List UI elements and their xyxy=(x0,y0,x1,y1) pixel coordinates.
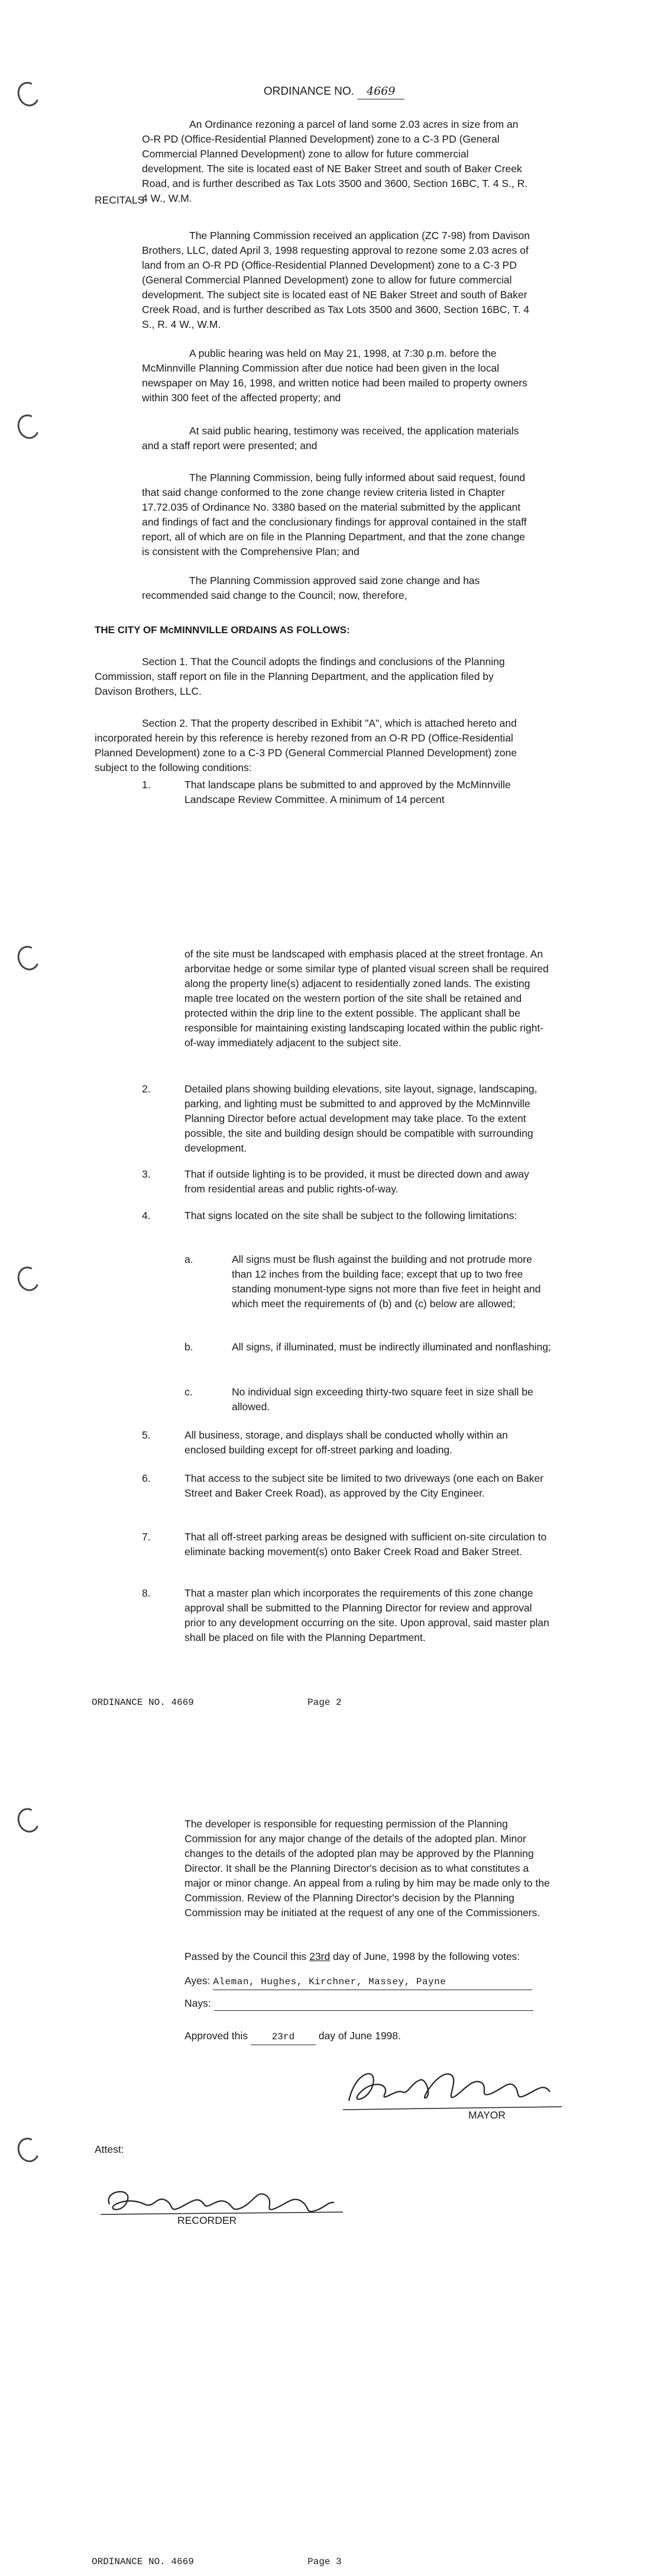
approved-day: 23rd xyxy=(251,2030,316,2045)
condition-6: That access to the subject site be limited to two driveways (one each on Baker Street and Baker Creek Road), as approved by the City Engineer. xyxy=(185,1472,543,1499)
condition-7-number: 7. xyxy=(142,1531,151,1543)
mayor-label: MAYOR xyxy=(468,2109,506,2121)
condition-4b: All signs, if illuminated, must be indirectly illuminated and nonflashing; xyxy=(232,1341,551,1353)
condition-4c-letter: c. xyxy=(185,1386,193,1398)
approved-suffix: day of June 1998. xyxy=(315,2030,401,2042)
recital-2: A public hearing was held on May 21, 1998, at 7:30 p.m. before the McMinnville Planning Commission after due notice had been given in the local newspaper on May 16, 1998, and written notice had been mailed to property owners within 300 feet of the affected property; and xyxy=(142,347,527,404)
ordains-heading: THE CITY OF McMINNVILLE ORDAINS AS FOLLOWS: xyxy=(95,624,350,636)
punch-hole-2 xyxy=(14,411,43,442)
condition-5: All business, storage, and displays shall be conducted wholly within an enclosed building except for off-street parking and loading. xyxy=(185,1429,508,1456)
punch-hole-4 xyxy=(14,1263,43,1294)
recitals-heading: RECITALS xyxy=(95,194,145,206)
condition-1-part2: of the site must be landscaped with emphasis placed at the street frontage. An arborvitae hedge or some similar type of planted visual screen shall be required along the property line(s) adjacent to residentially zoned lands. The existing maple tree located on the western portion of the site shall be retained and protected within the drip line to the extent possible. The applicant shall be responsible for maintaining existing landscaping located within the public right-of-way immediately adjacent to the subject site. xyxy=(185,948,549,1049)
passed-prefix: Passed by the Council this xyxy=(185,1950,310,1962)
recital-5: The Planning Commission approved said zone change and has recommended said change to the Council; now, therefore, xyxy=(142,575,480,601)
passed-suffix: day of June, 1998 by the following votes: xyxy=(330,1950,520,1962)
punch-hole-3 xyxy=(14,943,43,973)
page3-footer-ordinance: ORDINANCE NO. 4669 xyxy=(92,2556,194,2567)
page2-footer-ordinance: ORDINANCE NO. 4669 xyxy=(92,1697,194,1708)
condition-2-number: 2. xyxy=(142,1083,151,1095)
passed-day: 23rd xyxy=(309,1950,331,1962)
punch-hole-1 xyxy=(14,79,43,109)
condition-4c: No individual sign exceeding thirty-two square feet in size shall be allowed. xyxy=(232,1386,533,1413)
ayes-value: Aleman, Hughes, Kirchner, Massey, Payne xyxy=(213,1975,532,1990)
punch-hole-5 xyxy=(14,1805,43,1836)
page3-footer-page: Page 3 xyxy=(308,2556,342,2567)
condition-2: Detailed plans showing building elevations, site layout, signage, landscaping, parking, and lighting must be submitted to and approved by the McMinnville Planning Director before actual development may take place. To the extent possible, the site and building design should be compatible with surrounding development. xyxy=(185,1083,538,1154)
condition-5-number: 5. xyxy=(142,1429,151,1441)
ordinance-number: 4669 xyxy=(357,84,404,99)
approved-line xyxy=(185,2029,401,2045)
condition-1-part1: That landscape plans be submitted to and approved by the McMinnville Landscape Review Committee. A minimum of 14 percent xyxy=(185,779,511,805)
mayor-signature xyxy=(337,2059,574,2119)
condition-8-number: 8. xyxy=(142,1587,151,1599)
recital-4: The Planning Commission, being fully informed about said request, found that said change conformed to the zone change review criteria listed in Chapter 17.72.035 of Ordinance No. 3380 based on the material submitted by the applicant and findings of fact and the conclusionary findings for approval contained in the staff report, all of which are on file in the Planning Department, and that the zone change is consistent with the Comprehensive Plan; and xyxy=(142,472,527,557)
recorder-label: RECORDER xyxy=(177,2214,237,2226)
nays-label: Nays: xyxy=(185,1997,211,2009)
approved-prefix: Approved this xyxy=(185,2030,251,2042)
ordinance-title-label: ORDINANCE NO. xyxy=(263,85,354,98)
passed-line xyxy=(185,1949,563,1964)
page2-footer-page: Page 2 xyxy=(308,1697,342,1708)
ordinance-intro: An Ordinance rezoning a parcel of land some 2.03 acres in size from an O-R PD (Office-Residential Planned Development) zone to a C-3 PD (General Commercial Planned Development) zone to allow for future commercial development. The site is located east of NE Baker Street and south of Baker Creek Road, and is further described as Tax Lots 3500 and 3600, Section 16BC, T. 4 S., R. 4 W., W.M. xyxy=(142,118,528,204)
attest-label: Attest: xyxy=(95,2143,124,2155)
condition-4b-letter: b. xyxy=(185,1341,193,1353)
condition-4: That signs located on the site shall be subject to the following limitations: xyxy=(185,1210,517,1221)
nays-value xyxy=(214,1997,533,2011)
ordinance-title xyxy=(177,84,491,99)
recital-3: At said public hearing, testimony was received, the application materials and a staff report were presented; and xyxy=(142,425,519,452)
condition-4-number: 4. xyxy=(142,1210,151,1221)
recital-1: The Planning Commission received an application (ZC 7-98) from Davison Brothers, LLC, dated April 3, 1998 requesting approval to rezone some 2.03 acres of land from an O-R PD (Office-Residential Planned Development) zone to a C-3 PD (General Commercial Planned Development) zone to allow for future commercial development. The subject site is located east of NE Baker Street and south of Baker Creek Road, and is further described as Tax Lots 3500 and 3600, Section 16BC, T. 4 S., R. 4 W., W.M. xyxy=(142,230,530,330)
ayes-label: Ayes: xyxy=(185,1975,211,1987)
condition-3: That if outside lighting is to be provided, it must be directed down and away from residential areas and public rights-of-way. xyxy=(185,1168,529,1195)
nays-line xyxy=(185,1996,533,2011)
condition-7: That all off-street parking areas be designed with sufficient on-site circulation to eliminate backing movement(s) onto Baker Creek Road and Baker Street. xyxy=(185,1531,547,1558)
developer-paragraph: The developer is responsible for requesting permission of the Planning Commission for any major change of the details of the adopted plan. Minor changes to the details of the adopted plan may be approved by the Planning Director. It shall be the Planning Director's decision as to what constitutes a major or minor change. An appeal from a ruling by him may be made only to the Commission. Review of the Planning Director's decision by the Planning Commission may be initiated at the request of any one of the Commissioners. xyxy=(185,1818,550,1919)
condition-6-number: 6. xyxy=(142,1472,151,1484)
condition-8: That a master plan which incorporates the requirements of this zone change approval shall be submitted to the Planning Director for review and approval prior to any development occurring on the site. Upon approval, said master plan shall be placed on file with the Planning Department. xyxy=(185,1587,549,1643)
section-2: Section 2. That the property described in Exhibit "A", which is attached hereto and incorporated herein by this reference is hereby rezoned from an O-R PD (Office-Residential Planned Development) zone to a C-3 PD (General Commercial Planned Development) zone subject to the following conditions: xyxy=(95,717,517,773)
condition-4a-letter: a. xyxy=(185,1253,193,1265)
condition-3-number: 3. xyxy=(142,1168,151,1180)
condition-1-number: 1. xyxy=(142,779,151,791)
punch-hole-6 xyxy=(14,2135,43,2165)
ayes-line xyxy=(185,1974,532,1990)
section-1: Section 1. That the Council adopts the findings and conclusions of the Planning Commission, staff report on file in the Planning Department, and the application filed by Davison Brothers, LLC. xyxy=(95,656,505,697)
condition-4a: All signs must be flush against the building and not protrude more than 12 inches from the building face; except that up to two free standing monument-type signs not more than five feet in height and which meet the requirements of (b) and (c) below are allowed; xyxy=(232,1253,541,1310)
